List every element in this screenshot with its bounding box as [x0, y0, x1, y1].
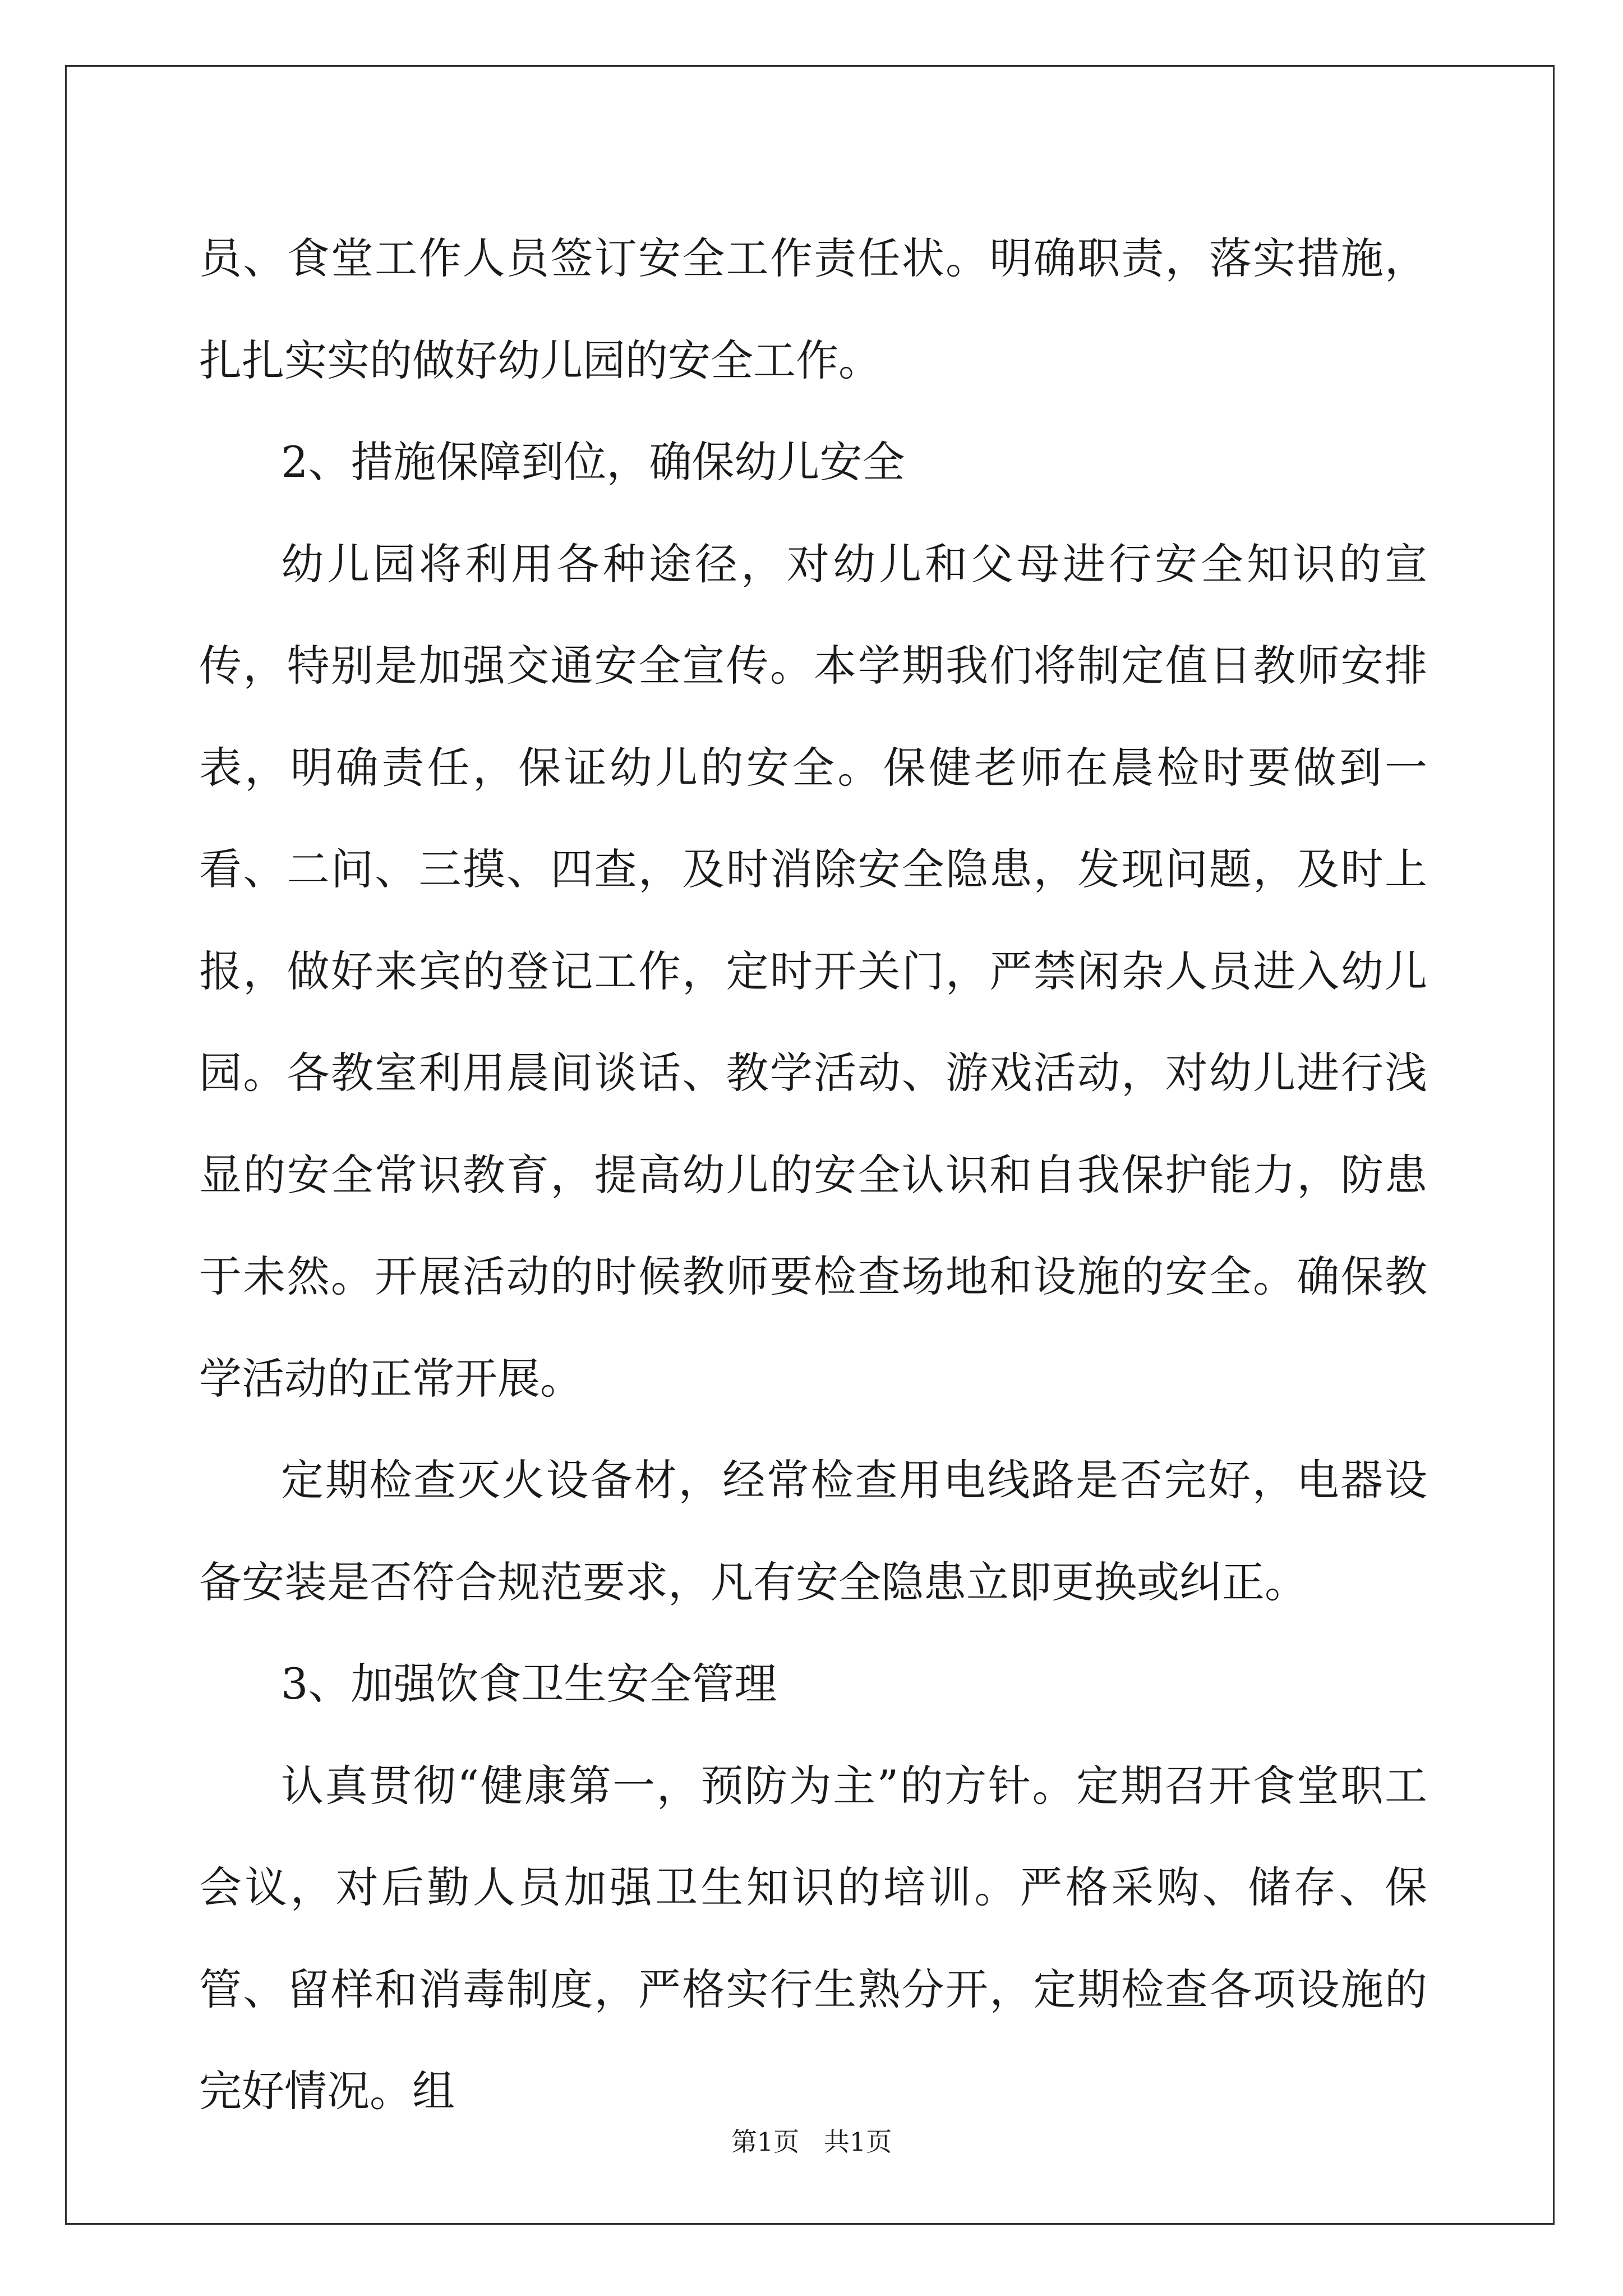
paragraph-safety-education: 幼儿园将利用各种途径，对幼儿和父母进行安全知识的宣传，特别是加强交通安全宣传。本学期我们将制定值日教师安排表，明确责任，保证幼儿的安全。保健老师在晨检时要做到一看、二问、三摸、四查，及时消除安全隐患，发现问题，及时上报，做好来宾的登记工作，定时开关门，严禁闲杂人员进入幼儿园。各教室利用晨间谈话、教学活动、游戏活动，对幼儿进行浅显的安全常识教育，提高幼儿的安全认识和自我保护能力，防患于未然。开展活动的时候教师要检查场地和设施的安全。确保教学活动的正常开展。: [199, 539, 1427, 1404]
document-body: [199, 208, 1427, 2142]
paragraph-responsibility: 员、食堂工作人员签订安全工作责任状。明确职责，落实措施，扎扎实实的做好幼儿园的安全工作。: [199, 233, 1427, 385]
paragraph-food-hygiene: 认真贯彻“健康第一，预防为主”的方针。定期召开食堂职工会议，对后勤人员加强卫生知识的培训。严格采购、储存、保管、留样和消毒制度，严格实行生熟分开，定期检查各项设施的完好情况。组: [199, 1760, 1427, 2116]
heading-food-safety: 3、加强饮食卫生安全管理: [281, 1659, 777, 1709]
page-number-footer: 第1页 共1页: [731, 2127, 892, 2157]
paragraph-fire-equipment: 定期检查灭火设备材，经常检查用电线路是否完好，电器设备安装是否符合规范要求，凡有安全隐患立即更换或纠正。: [199, 1455, 1427, 1607]
heading-safety-measures: 2、措施保障到位，确保幼儿安全: [281, 437, 905, 487]
